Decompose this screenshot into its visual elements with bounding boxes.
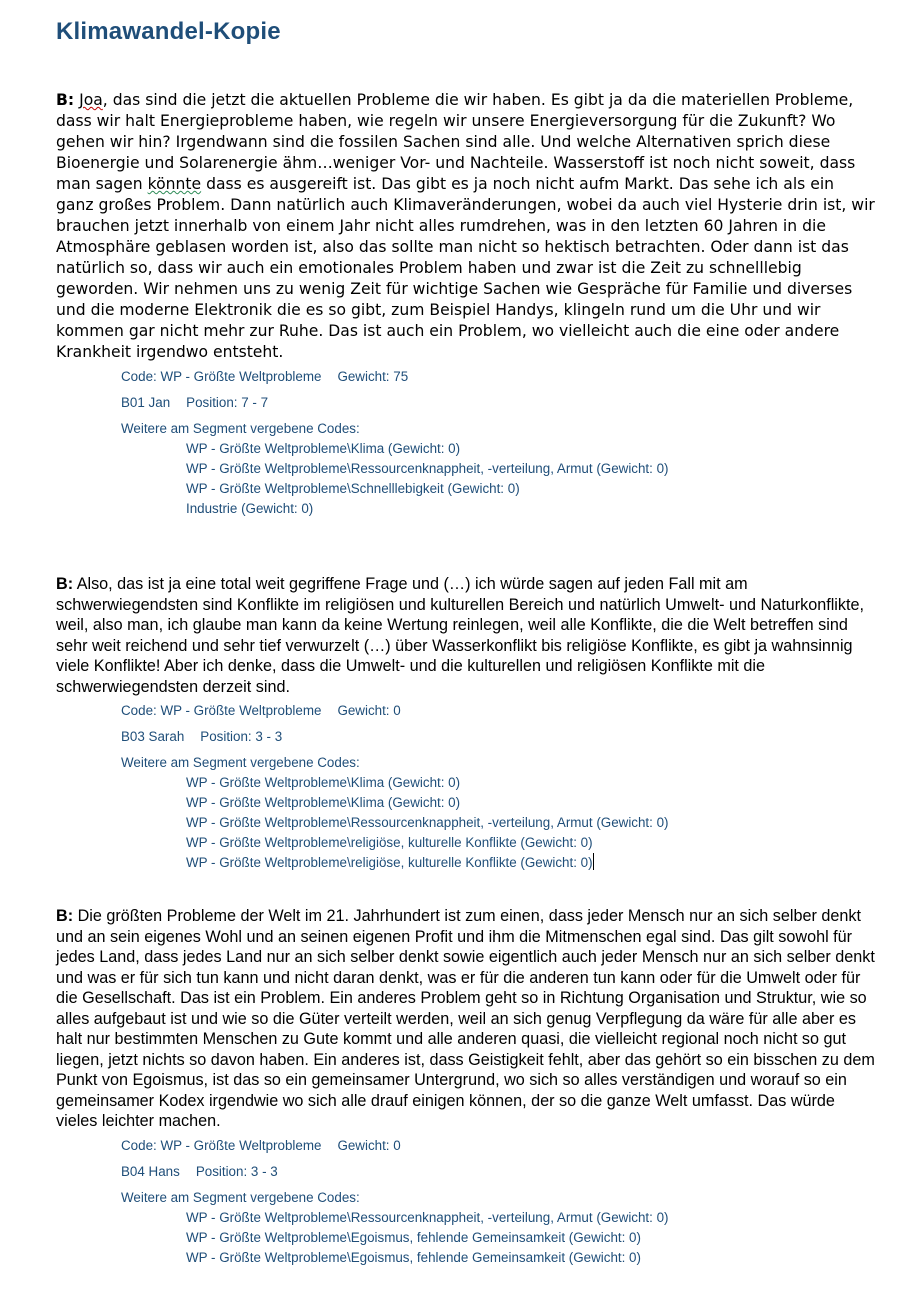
segment-text[interactable]: [56, 906, 876, 1132]
speaker-label: B:: [56, 907, 74, 925]
other-code-item: WP - Größte Weltprobleme\Egoismus, fehlende Gemeinsamkeit (Gewicht: 0): [186, 1249, 641, 1265]
segment-text[interactable]: [56, 90, 876, 363]
other-code-item: WP - Größte Weltprobleme\Ressourcenknappheit, -verteilung, Armut (Gewicht: 0): [186, 461, 669, 476]
grammar-flagged-word[interactable]: könnte: [147, 175, 202, 193]
position-value: 3 - 3: [250, 1163, 278, 1179]
coded-segment-3[interactable]: [56, 906, 876, 1268]
code-line: [121, 367, 876, 387]
position-value: 7 - 7: [241, 395, 269, 410]
other-code-text: WP - Größte Weltprobleme\religiöse, kulturelle Konflikte (Gewicht: 0): [186, 855, 593, 870]
weight-label: Gewicht:: [337, 369, 390, 384]
weight-value: 75: [393, 369, 409, 384]
document-name: B04 Hans: [121, 1163, 180, 1179]
segment-text[interactable]: [56, 574, 876, 697]
document-line: [121, 727, 876, 747]
coded-segment-1[interactable]: [56, 90, 876, 519]
code-name: Code: WP - Größte Weltprobleme: [121, 369, 322, 384]
speaker-label: B:: [56, 575, 74, 593]
other-code-item: [186, 853, 876, 873]
other-code-item: WP - Größte Weltprobleme\religiöse, kulturelle Konflikte (Gewicht: 0): [186, 835, 593, 850]
document-name: B01 Jan: [121, 395, 171, 410]
speaker-label: B:: [56, 91, 75, 109]
weight-label: Gewicht:: [337, 1137, 390, 1153]
position-value: 3 - 3: [255, 729, 283, 744]
document-line: [121, 1162, 876, 1182]
document-line: [121, 393, 876, 413]
code-name: Code: WP - Größte Weltprobleme: [121, 703, 322, 718]
segment-text-part: , das sind die jetzt die aktuellen Probleme die wir haben. Es gibt ja da die materiellen Probleme, dass wir halt Energieprobleme haben, wie regeln wir unsere Energieversorgung für die Zukunft? Wo gehen wir hin? Irgendwann sind die fossilen Sachen sind alle. Und welche Alternativen sprich diese Bioenergie und Solarenergie ähm…weniger Vor- und Nachteile. Wasserstoff ist noch nicht soweit, dass man sagen: [56, 91, 856, 193]
coded-segment-2[interactable]: [56, 574, 876, 873]
other-code-item: WP - Größte Weltprobleme\Egoismus, fehlende Gemeinsamkeit (Gewicht: 0): [186, 1229, 641, 1245]
other-codes-heading: Weitere am Segment vergebene Codes:: [121, 1189, 360, 1205]
text-cursor: [593, 853, 595, 870]
document-title: Klimawandel-Kopie: [56, 18, 281, 45]
other-code-item: WP - Größte Weltprobleme\Schnelllebigkeit (Gewicht: 0): [186, 481, 520, 496]
segment-text-part: Die größten Probleme der Welt im 21. Jahrhundert ist zum einen, dass jeder Mensch nur an sich selber denkt und an sein eigenes Wohl und an seinen eigenen Profit und ihm die Mitmenschen egal sind. Das gilt sowohl für jedes Land, dass jedes Land nur an sich selber denkt sowie eigentlich auch jeder Mensch nur an sich selber denkt und was er für sich tun kann und nicht daran denkt, was er für die anderen tun kann oder für die Umwelt oder für die Gesellschaft. Das ist ein Problem. Ein anderes Problem geht so in Richtung Organisation und Struktur, wie so alles aufgebaut ist und wie so die Güter verteilt werden, weil an sich genug Verpflegung da wäre für alle aber es halt nur bestimmten Menschen zu Gute kommt und alle anderen quasi, die vielleicht regional noch nicht so gut liegen, jetzt nichts so davon haben. Ein anderes ist, dass Geistigkeit fehlt, aber das gehört so ein bisschen zu dem Punkt von Egoismus, ist das so ein gemeinsamer Untergrund, wo sich so alles verständigen und worauf so ein gemeinsamer Kodex irgendwie wo sich alle drauf einigen können, der so die ganze Welt umfasst. Das würde vieles leichter machen.: [56, 907, 875, 1130]
segment-text-part: dass es ausgereift ist. Das gibt es ja noch nicht aufm Markt. Das sehe ich als ein ganz großes Problem. Dann natürlich auch Klimaveränderungen, wobei da auch viel Hysterie drin ist, wir brauchen jetzt innerhalb von einem Jahr nicht alles rumdrehen, was in den letzten 60 Jahren in die Atmosphäre geblasen worden ist, also das sollte man nicht so hektisch betrachten. Oder dann ist das natürlich so, dass wir auch ein emotionales Problem haben und zwar ist die Zeit zu schnelllebig geworden. Wir nehmen uns zu wenig Zeit für wichtige Sachen wie Gespräche für Familie und diverses und die moderne Elektronik die es so gibt, zum Beispiel Handys, klingeln rund um die Uhr und wir kommen gar nicht mehr zur Ruhe. Das ist auch ein Problem, wo vielleicht auch die eine oder andere Krankheit irgendwo entsteht.: [56, 175, 875, 361]
weight-value: 0: [393, 1137, 401, 1153]
other-codes-list: [121, 439, 876, 519]
misspelled-word[interactable]: Joa: [79, 91, 103, 109]
position-label: Position:: [200, 729, 252, 744]
other-code-item: WP - Größte Weltprobleme\Klima (Gewicht: 0): [186, 775, 461, 790]
other-codes-list: [121, 773, 876, 873]
code-line: [121, 1136, 876, 1156]
other-code-item: Industrie (Gewicht: 0): [186, 501, 314, 516]
code-line: [121, 701, 876, 721]
other-code-item: WP - Größte Weltprobleme\Klima (Gewicht: 0): [186, 441, 461, 456]
other-code-item: WP - Größte Weltprobleme\Ressourcenknappheit, -verteilung, Armut (Gewicht: 0): [186, 815, 669, 830]
other-codes-heading: Weitere am Segment vergebene Codes:: [121, 755, 360, 770]
weight-value: 0: [393, 703, 401, 718]
segment-text-part: Also, das ist ja eine total weit gegriffene Frage und (…) ich würde sagen auf jeden Fall mit am schwerwiegendsten sind Konflikte im religiösen und kulturellen Bereich und natürlich Umwelt- und Naturkonflikte, weil, also man, ich glaube man kann da keine Wertung reinlegen, weil alle Konflikte, die die Welt betreffen sind sehr weit reichend und sehr tief verwurzelt (…) über Wasserkonflikt bis religiöse Konflikte, es gibt ja wahnsinnig viele Konflikte! Aber ich denke, dass die Umwelt- und die kulturellen und religiösen Konflikte mit die schwerwiegendsten derzeit sind.: [56, 575, 864, 696]
other-code-item: WP - Größte Weltprobleme\Klima (Gewicht: 0): [186, 795, 461, 810]
document-name: B03 Sarah: [121, 729, 185, 744]
position-label: Position:: [195, 1163, 248, 1179]
position-label: Position:: [186, 395, 238, 410]
other-codes-list: [121, 1208, 876, 1268]
weight-label: Gewicht:: [337, 703, 390, 718]
other-code-item: WP - Größte Weltprobleme\Ressourcenknappheit, -verteilung, Armut (Gewicht: 0): [186, 1209, 669, 1225]
other-codes-heading: Weitere am Segment vergebene Codes:: [121, 421, 360, 436]
code-name: Code: WP - Größte Weltprobleme: [121, 1137, 322, 1153]
